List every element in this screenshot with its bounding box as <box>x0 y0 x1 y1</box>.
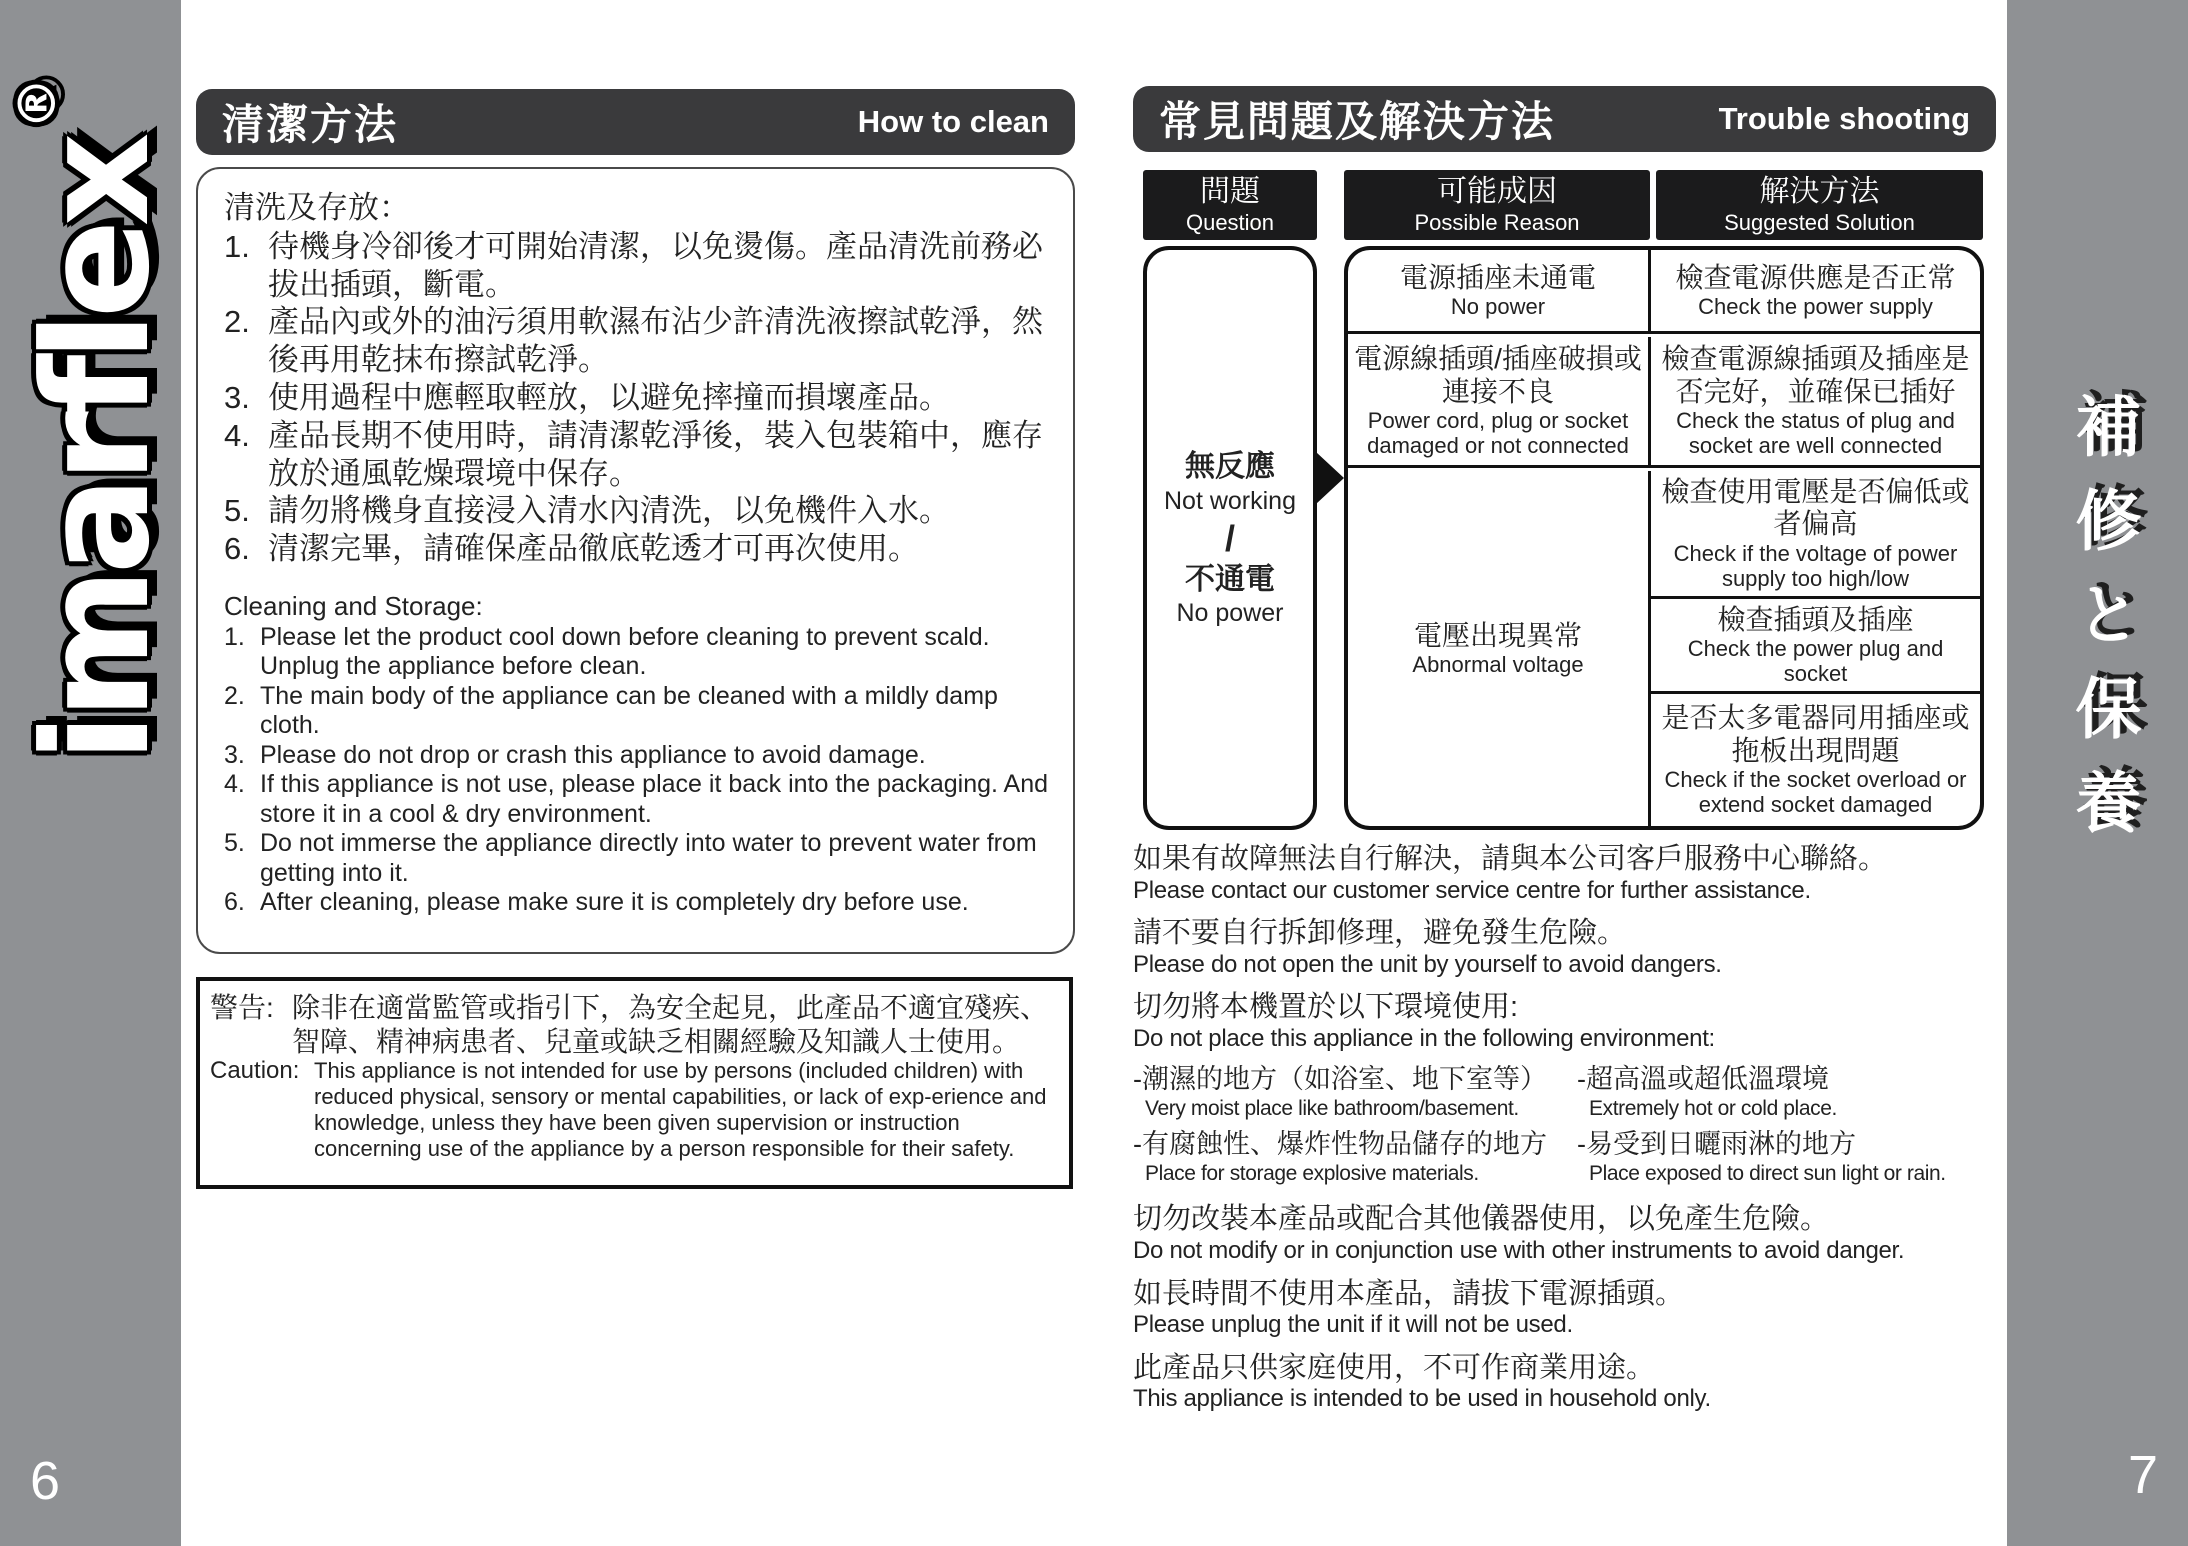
note-en: Do not place this appliance in the following environment: <box>1133 1025 1715 1053</box>
arrow-right-icon <box>1316 452 1344 504</box>
reason-zh: 電源線插頭/插座破損或連接不良 <box>1354 343 1642 407</box>
solution-zh: 是否太多電器同用插座或拖板出現問題 <box>1661 702 1970 766</box>
cleaning-item-en <box>224 682 1059 741</box>
note <box>1133 1202 1997 1265</box>
cleaning-item-en <box>224 829 1059 888</box>
troubleshooting-notes <box>1133 842 1997 1425</box>
warning-label-en: Caution: <box>210 1057 300 1085</box>
header-title-zh: 常見問題及解決方法 <box>1159 98 1556 145</box>
solution-subcell <box>1651 694 1980 826</box>
note-zh: 切勿將本機置於以下環境使用: <box>1133 991 1519 1024</box>
item-text: Please do not drop or crash this appliance to avoid damage. <box>260 740 926 769</box>
table-row <box>1348 337 1980 468</box>
reason-zh: 電壓出現異常 <box>1413 619 1582 651</box>
caution-box <box>196 977 1073 1189</box>
reason-solution-table <box>1344 246 1984 830</box>
warning-en <box>210 1058 1059 1162</box>
slash-divider: / <box>1224 517 1235 559</box>
environment-item <box>1577 1129 1997 1186</box>
solution-zh: 檢查電源線插頭及插座是否完好，並確保已插好 <box>1661 343 1970 407</box>
item-text: Do not immerse the appliance directly into water to prevent water from getting into it. <box>260 829 1037 887</box>
item-text: If this appliance is not use, please place it back into the packaging. And store it in a cool & dry environment. <box>260 770 1049 828</box>
warning-text-en: This appliance is not intended for use by persons (included children) with reduced physical, sensory or mental capabilities, or lack of exp-erience and knowledge, unless they have been given supervision or instruction concerning use of the appliance by a person responsible for their safety. <box>314 1058 1047 1162</box>
item-number: 4. <box>224 770 245 799</box>
solution-en: Check if the socket overload or extend socket damaged <box>1664 767 1967 818</box>
item-number: 2. <box>224 304 250 340</box>
item-text: 待機身冷卻後才可開始清潔，以免燙傷。產品清洗前務必拔出插頭，斷電。 <box>268 228 1043 302</box>
note-en: Please do not open the unit by yourself to avoid dangers. <box>1133 950 1722 978</box>
note <box>1133 990 1997 1053</box>
reason-zh: 電源插座未通電 <box>1399 261 1596 293</box>
item-number: 5. <box>224 829 245 858</box>
question-en: No power <box>1176 599 1284 627</box>
environment-zh: -潮濕的地方（如浴室、地下室等） <box>1133 1064 1547 1095</box>
reason-en: No power <box>1450 294 1546 320</box>
solution-zh: 檢查電源供應是否正常 <box>1675 261 1956 293</box>
section-header-how-to-clean <box>196 89 1075 155</box>
item-number: 1. <box>224 622 245 651</box>
solution-subcell <box>1651 599 1980 694</box>
registered-trademark-icon: ® <box>8 77 68 130</box>
item-text: 產品內或外的油污須用軟濕布沾少許清洗液擦試乾淨，然後再用乾抹布擦試乾淨。 <box>268 304 1043 378</box>
item-number: 6. <box>224 888 245 917</box>
section-header-trouble-shooting <box>1133 86 1996 152</box>
right-margin-strip <box>2007 0 2188 1546</box>
solution-en: Check if the voltage of power supply too high/low <box>1673 540 1958 591</box>
solution-en: Check the status of plug and socket are well connected <box>1676 408 1955 459</box>
section-vertical-label: 補修と保養 <box>2064 392 2141 862</box>
solution-cell <box>1651 250 1980 331</box>
environment-en: Place for storage explosive materials. <box>1145 1162 1479 1186</box>
brand-wordmark: imarflex <box>12 139 182 763</box>
cleaning-item-en <box>224 741 1059 771</box>
page-number-left: 6 <box>30 1451 61 1511</box>
reason-en: Abnormal voltage <box>1412 652 1584 678</box>
environment-list <box>1133 1064 1997 1194</box>
warning-text-zh: 除非在適當監管或指引下，為安全起見，此產品不適宜殘疾、智障、精神病患者、兒童或缺乏相關經驗及知識人士使用。 <box>292 992 1049 1057</box>
column-title-zh: 問題 <box>1200 175 1260 209</box>
note-zh: 如果有故障無法自行解決，請與本公司客戶服務中心聯絡。 <box>1133 843 1888 875</box>
question-zh: 無反應 <box>1185 450 1275 483</box>
note-zh: 此產品只供家庭使用，不可作商業用途。 <box>1133 1351 1656 1384</box>
solution-zh: 檢查使用電壓是否偏低或者偏高 <box>1661 475 1970 540</box>
column-title-en: Possible Reason <box>1414 209 1580 235</box>
solution-en: Check the power supply <box>1698 294 1933 320</box>
page-number-right: 7 <box>2127 1445 2158 1505</box>
environment-en: Very moist place like bathroom/basement. <box>1145 1097 1519 1121</box>
cleaning-title-en: Cleaning and Storage: <box>224 591 483 622</box>
item-text: Please let the product cool down before cleaning to prevent scald. Unplug the appliance before clean. <box>260 622 990 681</box>
item-number: 3. <box>224 380 250 415</box>
solution-zh: 檢查插頭及插座 <box>1717 603 1914 635</box>
environment-zh: -超高溫或超低溫環境 <box>1577 1064 1829 1095</box>
note-en: Please unplug the unit if it will not be used. <box>1133 1311 1573 1339</box>
item-number: 3. <box>224 740 245 769</box>
note <box>1133 916 1997 979</box>
column-title-en: Suggested Solution <box>1724 209 1915 235</box>
item-number: 2. <box>224 681 245 710</box>
warning-zh <box>210 991 1059 1058</box>
cleaning-item-zh <box>224 303 1059 379</box>
column-title-zh: 解決方法 <box>1759 175 1880 209</box>
question-cell <box>1143 246 1317 830</box>
note <box>1133 1351 1997 1414</box>
header-title-en: How to clean <box>857 104 1049 139</box>
question-en: Not working <box>1164 486 1296 515</box>
item-text: 清潔完畢，請確保產品徹底乾透才可再次使用。 <box>268 531 919 567</box>
environment-zh: -易受到日曬雨淋的地方 <box>1577 1129 1856 1160</box>
cleaning-item-zh <box>224 530 1059 568</box>
note-en: Do not modify or in conjunction use with other instruments to avoid danger. <box>1133 1237 1905 1265</box>
note-zh: 切勿改裝本產品或配合其他儀器使用，以免產生危險。 <box>1133 1203 1830 1236</box>
cleaning-item-en <box>224 770 1059 829</box>
column-title-en: Question <box>1185 209 1275 235</box>
column-title-zh: 可能成因 <box>1437 175 1557 209</box>
item-text: After cleaning, please make sure it is completely dry before use. <box>260 888 969 917</box>
header-title-en: Trouble shooting <box>1718 101 1970 136</box>
item-number: 4. <box>224 417 250 453</box>
table-row <box>1348 471 1980 826</box>
note-zh: 請不要自行拆卸修理，避免發生危險。 <box>1133 917 1627 950</box>
cleaning-title-zh: 清洗及存放： <box>224 190 410 225</box>
imarflex-brand-logo <box>8 77 182 762</box>
left-margin-strip <box>0 0 181 1546</box>
note-en: Please contact our customer service centre for further assistance. <box>1133 876 1811 904</box>
note <box>1133 1277 1997 1340</box>
cleaning-section-en <box>224 590 1059 918</box>
reason-cell <box>1348 337 1651 465</box>
reason-en: Power cord, plug or socket damaged or not connected <box>1367 408 1629 459</box>
item-number: 6. <box>224 531 250 567</box>
item-text: The main body of the appliance can be cleaned with a mildly damp cloth. <box>260 681 998 740</box>
table-header-suggested-solution <box>1656 170 1983 240</box>
solution-cell-stack <box>1651 471 1980 826</box>
cleaning-item-zh <box>224 379 1059 417</box>
environment-en: Place exposed to direct sun light or rain. <box>1589 1162 1946 1186</box>
cleaning-item-en <box>224 623 1059 682</box>
cleaning-item-en <box>224 888 1059 918</box>
question-zh: 不通電 <box>1185 562 1275 596</box>
item-number: 1. <box>224 228 250 264</box>
cleaning-item-zh <box>224 228 1059 304</box>
environment-item <box>1577 1064 1997 1121</box>
item-text: 產品長期不使用時，請清潔乾淨後，裝入包裝箱中，應存放於通風乾燥環境中保存。 <box>268 417 1043 491</box>
table-row <box>1348 250 1980 334</box>
header-title-zh: 清潔方法 <box>222 101 399 148</box>
solution-cell <box>1651 337 1980 465</box>
item-number: 5. <box>224 493 250 529</box>
item-text: 使用過程中應輕取輕放，以避免摔撞而損壞產品。 <box>268 380 950 415</box>
item-text: 請勿將機身直接浸入清水內清洗，以免機件入水。 <box>268 493 950 529</box>
solution-en: Check the power plug and socket <box>1687 636 1944 687</box>
environment-zh: -有腐蝕性、爆炸性物品儲存的地方 <box>1133 1129 1547 1160</box>
cleaning-instructions-box <box>196 167 1075 954</box>
table-header-question <box>1143 170 1317 240</box>
environment-en: Extremely hot or cold place. <box>1589 1097 1837 1121</box>
reason-cell <box>1348 250 1651 331</box>
note-en: This appliance is intended to be used in household only. <box>1133 1385 1711 1413</box>
environment-item <box>1133 1129 1577 1186</box>
cleaning-item-zh <box>224 492 1059 530</box>
environment-item <box>1133 1064 1577 1121</box>
note-zh: 如長時間不使用本產品，請拔下電源插頭。 <box>1133 1277 1685 1310</box>
solution-subcell <box>1651 471 1980 599</box>
note <box>1133 842 1997 905</box>
table-header-possible-reason <box>1344 170 1650 240</box>
warning-label-zh: 警告: <box>210 992 274 1023</box>
reason-cell <box>1348 471 1651 826</box>
cleaning-item-zh <box>224 417 1059 493</box>
